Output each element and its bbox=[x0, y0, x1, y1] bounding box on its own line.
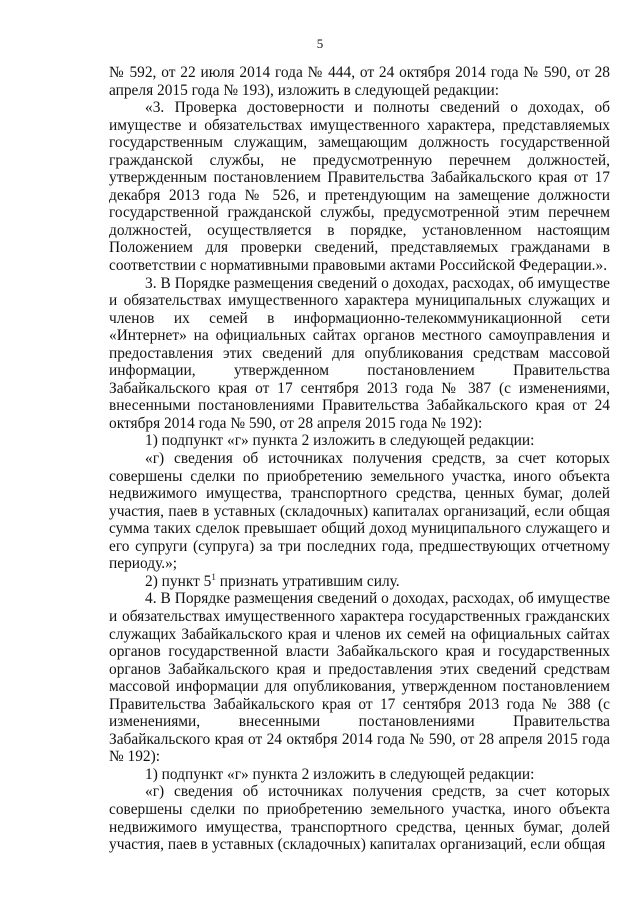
paragraph-subitem-2 bbox=[109, 573, 610, 591]
subitem-2-rest: признать утратившим силу. bbox=[215, 572, 400, 590]
paragraph-quote-g-2: «г) сведения об источниках получения средств, за счет которых совершены сделки по приобретению земельного участка, иного объекта недвижимого имущества, транспортного средства, ценных бумаг, долей участия, паев в уставных (складочных) капиталах организаций, если общая bbox=[109, 783, 610, 854]
subitem-2-text: 2) пункт 5 bbox=[145, 572, 212, 590]
paragraph-quote-g: «г) сведения об источниках получения средств, за счет которых совершены сделки по приобретению земельного участка, иного объекта недвижимого имущества, транспортного средства, ценных бумаг, долей участия, паев в уставных (складочных) капиталах организаций, если общая сумма таких сделок превышает общий доход муниципального служащего и его супруги (супруга) за три последних года, предшествующих отчетному периоду.»; bbox=[109, 450, 610, 573]
document-body bbox=[109, 64, 610, 854]
paragraph-quote-item-3: «3. Проверка достоверности и полноты сведений о доходах, об имуществе и обязательствах имущественного характера, представляемых государственным служащим, замещающим должность государственной гражданской службы, не предусмотренную перечнем должностей, утвержденным постановлением Правительства Забайкальского края от 17 декабря 2013 года № 526, и претендующим на замещение должности государственной гражданской службы, предусмотренной этим перечнем должностей, осуществляется в порядке, установленном настоящим Положением для проверки сведений, представляемых гражданами в соответствии с нормативными правовыми актами Российской Федерации.». bbox=[109, 99, 610, 275]
paragraph-subitem-1: 1) подпункт «г» пункта 2 изложить в следующей редакции: bbox=[145, 432, 535, 450]
paragraph-subitem-1b: 1) подпункт «г» пункта 2 изложить в следующей редакции: bbox=[145, 765, 535, 783]
paragraph-continuation: № 592, от 22 июля 2014 года № 444, от 24 октября 2014 года № 590, от 28 апреля 2015 года № 193), изложить в следующей редакции: bbox=[109, 64, 610, 99]
superscript-1: 1 bbox=[211, 571, 216, 582]
paragraph-item-4: 4. В Порядке размещения сведений о доходах, расходах, об имуществе и обязательствах имущественного характера государственных гражданских служащих Забайкальского края и членов их семей на официальных сайтах органов государственной власти Забайкальского края и государственных органов Забайкальского края и предоставления этих сведений средствам массовой информации для опубликования, утвержденном постановлением Правительства Забайкальского края от 17 сентября 2013 года № 388 (с изменениями, внесенными постановлениями Правительства Забайкальского края от 24 октября 2014 года № 590, от 28 апреля 2015 года № 192): bbox=[109, 590, 610, 766]
paragraph-item-3: 3. В Порядке размещения сведений о доходах, расходах, об имуществе и обязательствах имущественного характера муниципальных служащих и членов их семей в информационно-телекоммуникационной сети «Интернет» на официальных сайтах органов местного самоуправления и предоставления этих сведений для опубликования средствам массовой информации, утвержденном постановлением Правительства Забайкальского края от 17 сентября 2013 года № 387 (с изменениями, внесенными постановлениями Правительства Забайкальского края от 24 октября 2014 года № 590, от 28 апреля 2015 года № 192): bbox=[109, 274, 610, 432]
page-number: 5 bbox=[316, 36, 324, 51]
